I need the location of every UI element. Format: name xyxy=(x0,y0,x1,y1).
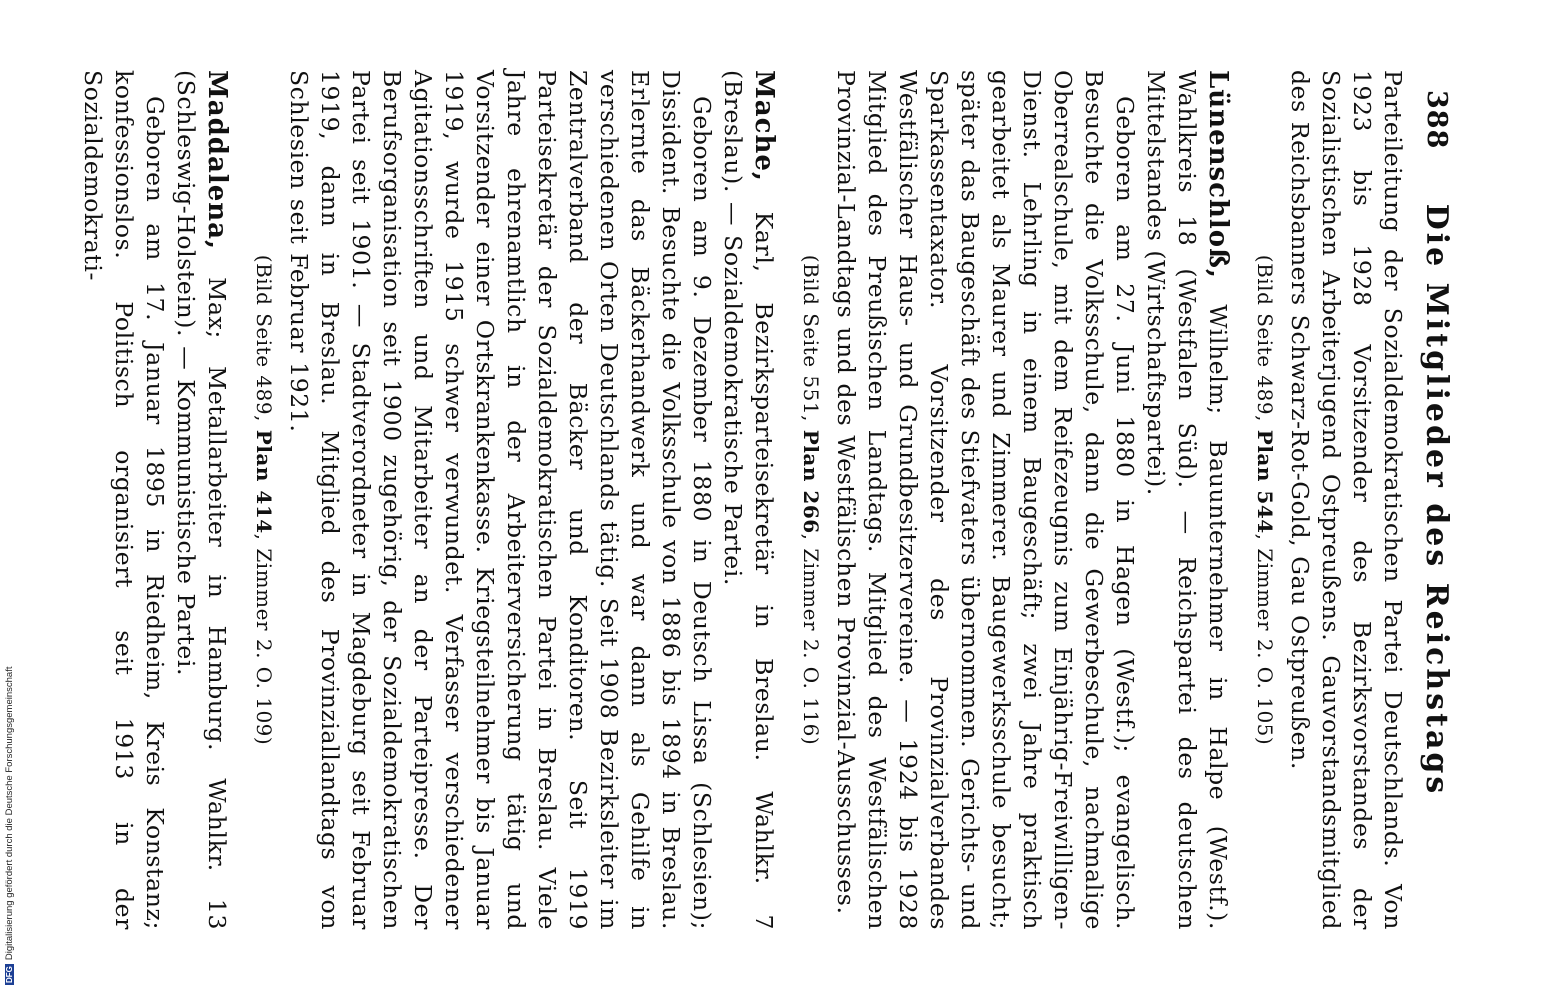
member-entry-mache xyxy=(248,70,779,930)
member-name: Maddalena, xyxy=(202,70,232,251)
page-body xyxy=(77,70,1408,930)
member-entry-maddalena xyxy=(77,70,232,930)
rotated-page xyxy=(79,50,1466,950)
member-intro: Karl, Bezirksparteisekretär in Breslau. Wahlkr. 7 (Breslau). — Sozialdemokratische Partei. xyxy=(719,70,778,930)
member-intro: Wilhelm; Bauunternehmer in Halpe (Westf.). Wahlkreis 18 (Westfalen Süd). — Reichspartei des deutschen Mittelstandes (Wirtschaftspartei). xyxy=(1142,70,1232,930)
page-number: 388 xyxy=(1421,90,1452,150)
member-intro: Max; Metallarbeiter in Hamburg. Wahlkr. 13 (Schleswig-Holstein). — Kommunistische Partei. xyxy=(172,70,231,930)
member-name: Mache, xyxy=(749,70,779,182)
entry-heading xyxy=(717,70,779,930)
member-entry-luenenschloss xyxy=(795,70,1233,930)
entry-heading xyxy=(170,70,232,930)
continuation-paragraph: Parteileitung der Sozialdemokratischen Partei Deutschlands. Von 1923 bis 1928 Vorsitzender des Bezirksvorstandes der Sozialistischen Arbeiterjugend Ostpreußens. Gauvorstandsmitglied des Reichsbanners Schwarz-Rot-Gold, Gau Ostpreußen. xyxy=(1286,70,1407,930)
seat-reference: (Bild Seite 489, Plan 414, Zimmer 2. O. 109) xyxy=(252,254,276,746)
member-biography: Geboren am 27. Juni 1880 in Hagen (Westf.); evangelisch. Besuchte die Volksschule, dann die Gewerbeschule, nachmalige Oberrealschule, mit dem Reifezeugnis zum Einjährig-Freiwilligen-Dienst. Lehrling in einem Baugeschäft; zwei Jahre praktisch gearbeitet als Maurer und Zimmerer. Baugewerksschule besucht; später das Baugeschäft des Stiefvaters übernommen. Gerichts- und Sparkassentaxator. Vorsitzender des Provinzialverbandes Westfälischer Haus- und Grundbesitzervereine. — 1924 bis 1928 Mitglied des Preußischen Landtags. Mitglied des Westfälischen Provinzial-Landtags und des Westfälischen Provinzial-Ausschusses. xyxy=(832,70,1139,930)
page-header xyxy=(1408,70,1466,930)
member-biography: Geboren am 17. Januar 1895 in Riedheim, Kreis Konstanz; konfessionslos. Politisch organisiert seit 1913 in der Sozialdemokrati- xyxy=(79,70,169,930)
seat-reference: (Bild Seite 551, Plan 266, Zimmer 2. O. 116) xyxy=(799,254,823,746)
member-biography: Geboren am 9. Dezember 1880 in Deutsch Lissa (Schlesien); Dissident. Besuchte die Volksschule von 1886 bis 1894 in Breslau. Erlernte das Bäckerhandwerk und war dann als Gehilfe in verschiedenen Orten Deutschlands tätig. Seit 1908 Bezirksleiter im Zentralverband der Bäcker und Konditoren. Seit 1919 Parteisekretär der Sozialdemokratischen Partei in Breslau. Viele Jahre ehrenamtlich in der Arbeiterversicherung tätig und Vorsitzender einer Ortskrankenkasse. Kriegsteilnehmer bis Januar 1919, wurde 1915 schwer verwundet. Verfasser verschiedener Agitationsschriften und Mitarbeiter an der Parteipresse. Der Berufsorganisation seit 1900 zugehörig, der Sozialdemokratischen Partei seit 1901. — Stadtverordneter in Magdeburg seit Februar 1919, dann in Breslau. Mitglied des Provinziallandtags von Schlesien seit Februar 1921. xyxy=(285,70,716,930)
member-name: Lünenschloß, xyxy=(1203,70,1233,279)
credit-text: Digitalisierung gefördert durch die Deutsche Forschungsgemeinschaft xyxy=(3,666,15,961)
entry-heading xyxy=(1140,70,1233,930)
running-title: Die Mitglieder des Reichstags xyxy=(1419,203,1454,797)
dfg-logo-icon: DFG xyxy=(4,966,14,983)
digitization-credit xyxy=(2,605,16,985)
seat-reference: (Bild Seite 489, Plan 544, Zimmer 2. O. 105) xyxy=(1253,254,1277,746)
